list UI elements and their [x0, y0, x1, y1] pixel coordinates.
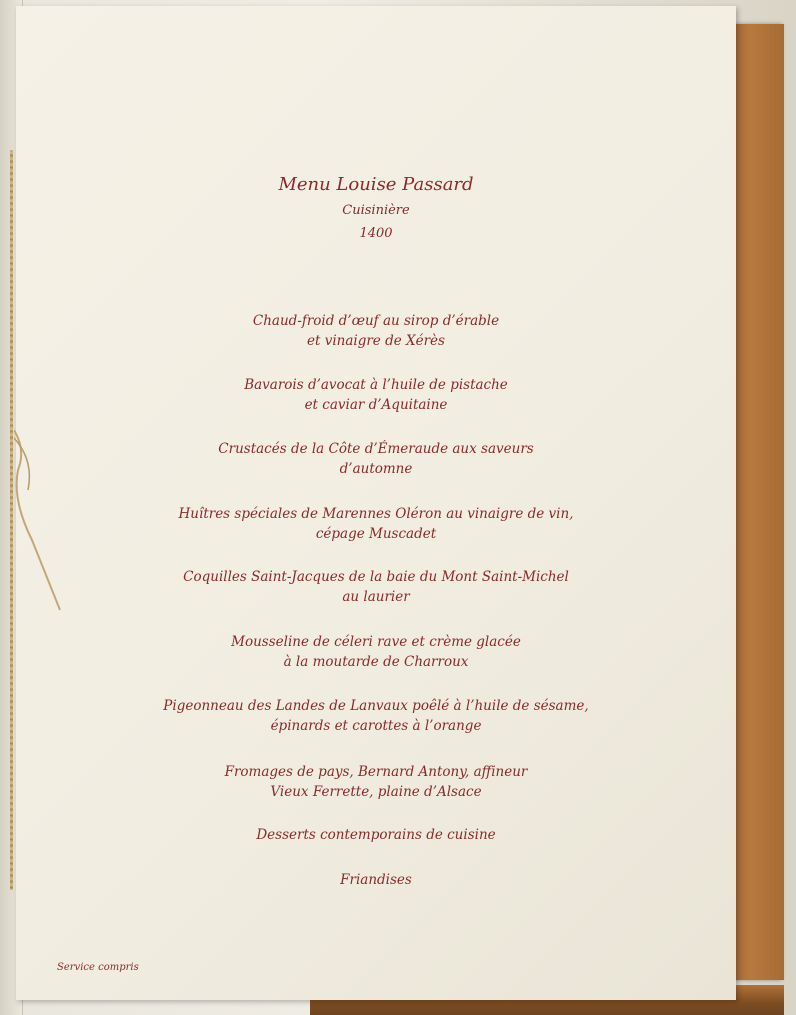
- course-item: [16, 439, 736, 479]
- menu-cover-edge: [728, 24, 784, 980]
- course-item: [16, 870, 736, 890]
- course-item: [16, 632, 736, 672]
- course-line: Crustacés de la Côte d’Émeraude aux saveurs: [218, 441, 534, 457]
- course-item: [16, 311, 736, 351]
- binding-cord: [10, 150, 13, 890]
- course-line: Vieux Ferrette, plaine d’Alsace: [270, 784, 482, 800]
- course-line: Mousseline de céleri rave et crème glacée: [231, 634, 521, 650]
- course-line: Fromages de pays, Bernard Antony, affineur: [224, 764, 528, 780]
- menu-title: Menu Louise Passard: [278, 174, 474, 195]
- course-line: Coquilles Saint-Jacques de la baie du Mont Saint-Michel: [183, 569, 569, 585]
- course-item: [16, 375, 736, 415]
- course-item: [16, 504, 736, 544]
- course-item: [16, 825, 736, 845]
- menu-page: [16, 6, 736, 1000]
- course-line: épinards et carottes à l’orange: [270, 718, 482, 734]
- course-line: au laurier: [342, 589, 410, 605]
- course-line: à la moutarde de Charroux: [283, 654, 469, 670]
- course-line: d’automne: [339, 461, 413, 477]
- menu-subtitle: Cuisinière: [342, 203, 410, 218]
- menu-year: 1400: [359, 226, 393, 241]
- course-line: Desserts contemporains de cuisine: [256, 827, 496, 843]
- course-line: Huîtres spéciales de Marennes Oléron au vinaigre de vin,: [178, 506, 574, 522]
- course-item: [16, 567, 736, 607]
- course-line: Pigeonneau des Landes de Lanvaux poêlé à l’huile de sésame,: [163, 698, 589, 714]
- course-line: Chaud-froid d’œuf au sirop d’érable: [252, 313, 500, 329]
- service-note: Service compris: [57, 962, 139, 973]
- course-line: et caviar d’Aquitaine: [304, 397, 448, 413]
- course-line: Friandises: [340, 872, 412, 888]
- course-line: Bavarois d’avocat à l’huile de pistache: [244, 377, 508, 393]
- course-item: [16, 696, 736, 736]
- course-line: et vinaigre de Xérès: [307, 333, 445, 349]
- course-item: [16, 762, 736, 802]
- course-line: cépage Muscadet: [315, 526, 437, 542]
